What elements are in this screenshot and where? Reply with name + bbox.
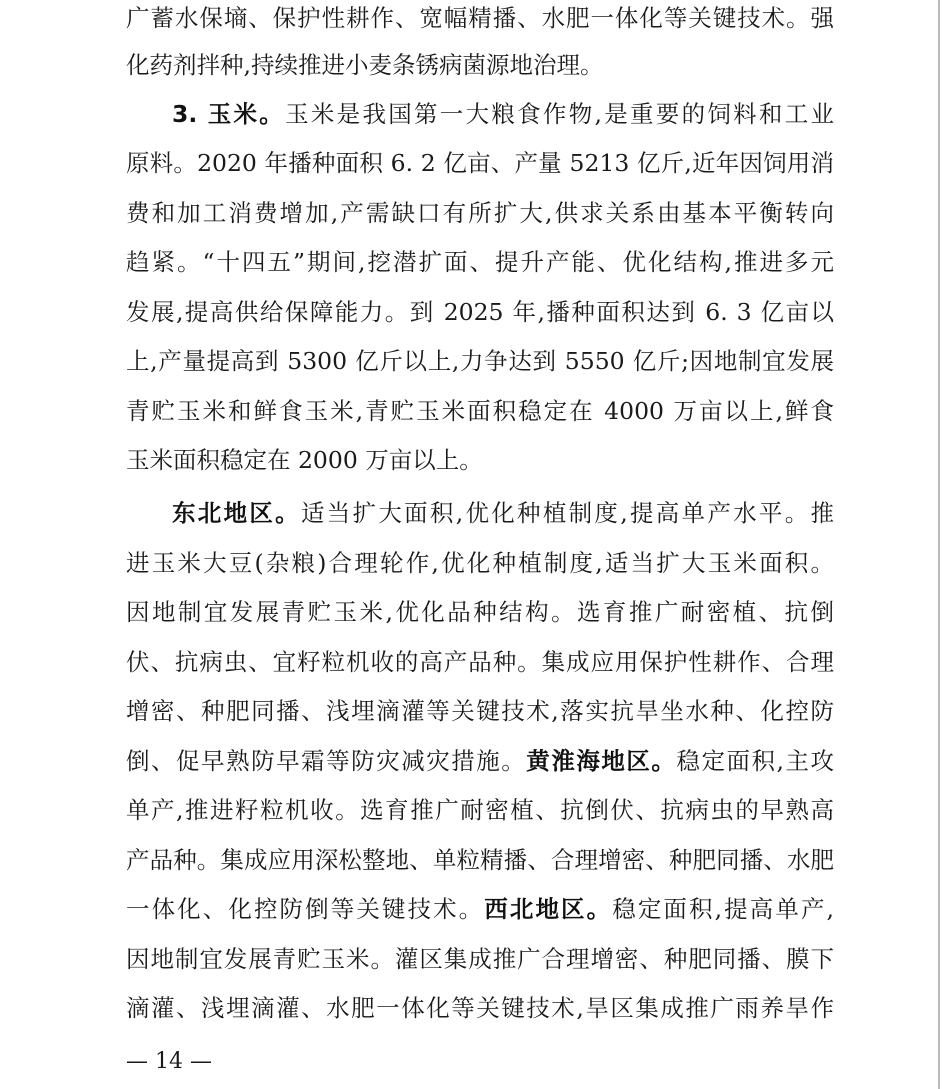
text-span: 玉米是我国第一大粮食作物,是重要的饲料和工业 bbox=[285, 100, 834, 128]
text-line: 因地制宜发展青贮玉米。灌区集成推广合理增密、种肥同播、膜下 bbox=[126, 945, 834, 973]
section-heading-corn: 3. 玉米。 bbox=[172, 100, 286, 128]
region-heading-northwest: 西北地区。 bbox=[484, 895, 613, 923]
text-span: 稳定面积,提高单产, bbox=[612, 895, 834, 923]
text-line: 发展,提高供给保障能力。到 2025 年,播种面积达到 6. 3 亿亩以 bbox=[126, 298, 834, 326]
text-line: 伏、抗病虫、宜籽粒机收的高产品种。集成应用保护性耕作、合理 bbox=[126, 648, 834, 676]
text-line: 趋紧。“十四五”期间,挖潜扩面、提升产能、优化结构,推进多元 bbox=[126, 248, 834, 276]
text-line: 产品种。集成应用深松整地、单粒精播、合理增密、种肥同播、水肥 bbox=[126, 846, 834, 874]
text-line: 玉米面积稳定在 2000 万亩以上。 bbox=[126, 446, 483, 474]
text-span: 稳定面积,主攻 bbox=[676, 747, 834, 775]
page-number: — 14 — bbox=[126, 1049, 212, 1074]
text-line bbox=[126, 743, 834, 779]
text-line: 化药剂拌种,持续推进小麦条锈病菌源地治理。 bbox=[126, 51, 604, 79]
text-line: 滴灌、浅埋滴灌、水肥一体化等关键技术,旱区集成推广雨养旱作 bbox=[126, 994, 834, 1022]
text-line bbox=[126, 891, 834, 927]
page-edge-rule bbox=[938, 0, 940, 1089]
text-line: 单产,推进籽粒机收。选育推广耐密植、抗倒伏、抗病虫的早熟高 bbox=[126, 796, 834, 824]
text-line: 青贮玉米和鲜食玉米,青贮玉米面积稳定在 4000 万亩以上,鲜食 bbox=[126, 397, 834, 425]
text-span: 适当扩大面积,优化种植制度,提高单产水平。推 bbox=[300, 499, 834, 527]
text-line: 因地制宜发展青贮玉米,优化品种结构。选育推广耐密植、抗倒 bbox=[126, 598, 834, 626]
text-line bbox=[172, 96, 834, 132]
text-line bbox=[172, 495, 834, 531]
text-line: 上,产量提高到 5300 亿斤以上,力争达到 5550 亿斤;因地制宜发展 bbox=[126, 347, 834, 375]
text-span: 一体化、化控防倒等关键技术。 bbox=[126, 895, 485, 923]
region-heading-huanghuaihai: 黄淮海地区。 bbox=[526, 747, 677, 775]
text-span: 倒、促早熟防早霜等防灾减灾措施。 bbox=[126, 747, 527, 775]
text-line: 进玉米大豆(杂粮)合理轮作,优化种植制度,适当扩大玉米面积。 bbox=[126, 549, 834, 577]
region-heading-northeast: 东北地区。 bbox=[172, 499, 301, 527]
text-line: 广蓄水保墒、保护性耕作、宽幅精播、水肥一体化等关键技术。强 bbox=[126, 4, 834, 32]
text-line: 增密、种肥同播、浅埋滴灌等关键技术,落实抗旱坐水种、化控防 bbox=[126, 697, 834, 725]
text-line: 原料。2020 年播种面积 6. 2 亿亩、产量 5213 亿斤,近年因饲用消 bbox=[126, 149, 834, 177]
text-line: 费和加工消费增加,产需缺口有所扩大,供求关系由基本平衡转向 bbox=[126, 199, 834, 227]
